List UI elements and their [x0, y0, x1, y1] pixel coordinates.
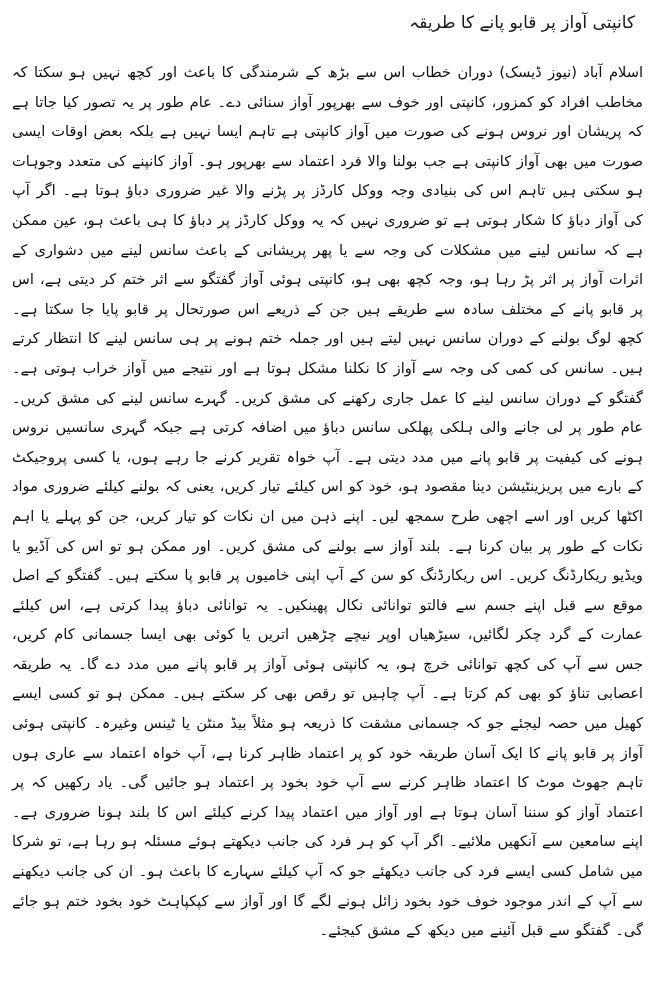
article [12, 10, 643, 946]
article-title: کانپتی آواز پر قابو پانے کا طریقہ [409, 13, 635, 33]
article-body: اسلام آباد (نیوز ڈیسک) دوران خطاب اس سے بڑھ کے شرمندگی کا باعث اور کچھ نہیں ہو سکتا کہ مخاطب افراد کو کمزور، کانپتی اور خوف سے بھرپور آواز سنائی دے۔ عام طور پر یہ تصور کیا جاتا ہے کہ پریشان اور نروس ہونے کی صورت میں آواز کانپتی ہے تاہم ایسا نہیں ہے بلکہ بعض اوقات ایسی صورت میں بھی آواز کانپتی ہے جب بولنا والا فرد اعتماد سے بھرپور ہو۔ آواز کانپنے کی متعدد وجوہات ہو سکتی ہیں تاہم اس کی بنیادی وجہ ووکل کارڈز پر پڑنے والا غیر ضروری دباؤ ہوتا ہے۔ اگر آپ کی آواز دباؤ کا شکار ہوتی ہے تو ضروری نہیں کہ یہ ووکل کارڈز پر دباؤ کا ہی باعث ہو، عین ممکن ہے کہ سانس لینے میں مشکلات کی وجہ سے یا پھر پریشانی کے باعث سانس لینے میں دشواری کے اثرات آواز پر اثر پڑ رہا ہو، وجہ کچھ بھی ہو، کانپتی ہوئی آواز گفتگو سے اثر ختم کر دیتی ہے، اس پر قابو پانے کے مختلف سادہ سے طریقے ہیں جن کے ذریعے اس صورتحال پر قابو پایا جا سکتا ہے۔ کچھ لوگ بولنے کے دوران سانس نہیں لیتے ہیں اور جملہ ختم ہونے پر ہی سانس لینے کا انتظار کرتے ہیں۔ سانس کی کمی کی وجہ سے آواز کا نکلنا مشکل ہوتا ہے اور نتیجے میں آواز خراب ہوتی ہے۔ گفتگو کے دوران سانس لینے کا عمل جاری رکھنے کی مشق کریں۔ گہرے سانس لینے کی مشق کریں۔ عام طور پر لی جانے والی ہلکی پھلکی سانس دباؤ میں اضافہ کرتی ہے جبکہ گہری سانسیں نروس ہونے کی کیفیت پر قابو پانے میں مدد دیتی ہے۔ آپ خواہ تقریر کرنے جا رہے ہوں، یا کسی پروجیکٹ کے بارے میں پریزینٹیشن دینا مقصود ہو، خود کو اس کیلئے تیار کریں، یعنی کہ بولنے کیلئے ضروری مواد اکٹھا کریں اور اسے اچھی طرح سمجھ لیں۔ اپنے ذہن میں ان نکات کو تیار کریں، جن کو پہلے یا اہم نکات کے طور پر بیان کرنا ہے۔ بلند آواز سے بولنے کی مشق کریں۔ اور ممکن ہو تو اس کی آڈیو یا ویڈیو ریکارڈنگ کریں۔ اس ریکارڈنگ کو سن کے آپ اپنی خامیوں پر قابو پا سکتے ہیں۔ گفتگو کے اصل موقع سے قبل اپنے جسم سے فالتو توانائی نکال پھینکیں۔ یہ توانائی دباؤ پیدا کرتی ہے، اس کیلئے عمارت کے گرد چکر لگائیں، سیڑھیاں اوپر نیچے چڑھیں اتریں یا کوئی بھی ایسا جسمانی کام کریں، جس سے آپ کی کچھ توانائی خرچ ہو، یہ کانپتی ہوئی آواز پر قابو پانے میں مدد دے گا۔ یہ طریقہ اعصابی تناؤ کو بھی کم کرتا ہے۔ آپ چاہیں تو رقص بھی کر سکتے ہیں۔ ممکن ہو تو کسی ایسے کھیل میں حصہ لیجئے جو کہ جسمانی مشقت کا ذریعہ ہو مثلاً بیڈ منٹن یا ٹینس وغیرہ۔ کانپتی ہوئی آواز پر قابو پانے کا ایک آسان طریقہ خود کو پر اعتماد ظاہر کرنا ہے، آپ خواہ اعتماد سے عاری ہوں تاہم جھوٹ موٹ کا اعتماد ظاہر کرنے سے آپ خود بخود پر اعتماد ہو جائیں گی۔ یاد رکھیں کہ پر اعتماد آواز کو سننا آسان ہوتا ہے اور آواز میں اعتماد پیدا کرنے کیلئے اس کا بلند ہونا ضروری ہے۔ اپنے سامعین سے آنکھیں ملائیے۔ اگر آپ کو ہر فرد کی جانب دیکھتے ہوئے مسئلہ ہو رہا ہے، تو شرکا میں شامل کسی ایسے فرد کی جانب دیکھئے جو کہ آپ کیلئے سہارے کا باعث ہو۔ ان کی جانب دیکھنے سے آپ کے اندر موجود خوف خود بخود زائل ہونے لگے گا اور آواز سے کپکپاہٹ خود بخود ختم ہو جائے گی۔ گفتگو سے قبل آئینے میں دیکھ کے مشق کیجئے۔ [12, 64, 643, 940]
